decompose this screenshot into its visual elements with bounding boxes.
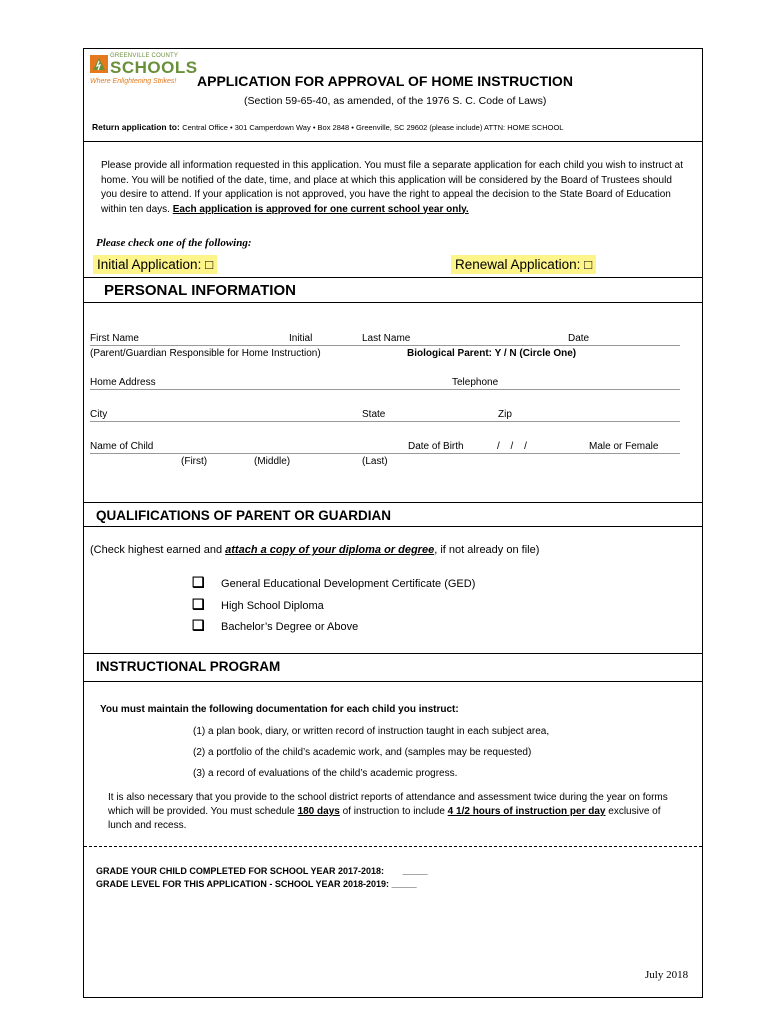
last-name-label: Last Name bbox=[362, 333, 411, 344]
program-item-3: (3) a record of evaluations of the child’s academic progress. bbox=[193, 768, 458, 779]
para-post: exclusive of lunch and recess. bbox=[108, 806, 661, 831]
personal-info-heading: PERSONAL INFORMATION bbox=[104, 282, 296, 299]
zip-label: Zip bbox=[498, 409, 512, 420]
option-label: High School Diploma bbox=[221, 600, 324, 612]
qual-note-pre: (Check highest earned and bbox=[90, 544, 226, 556]
grade-completed-blank[interactable]: _____ bbox=[402, 866, 428, 876]
logo-tagline: Where Enlightening Strikes! bbox=[90, 78, 177, 85]
telephone-label: Telephone bbox=[452, 377, 499, 388]
qualification-option-hs[interactable] bbox=[192, 596, 324, 614]
option-label: Bachelor’s Degree or Above bbox=[221, 621, 359, 633]
name-of-child-label: Name of Child bbox=[90, 441, 154, 452]
dob-label: Date of Birth bbox=[408, 441, 464, 452]
program-item-1: (1) a plan book, diary, or written record of instruction taught in each subject area, bbox=[193, 726, 550, 737]
application-form bbox=[83, 48, 703, 998]
grade-completed bbox=[96, 866, 428, 876]
qualifications-note bbox=[90, 544, 539, 556]
option-label: General Educational Development Certificate (GED) bbox=[221, 578, 476, 590]
renewal-application-checkbox[interactable]: Renewal Application: □ bbox=[451, 255, 596, 274]
logo-mark-icon bbox=[90, 55, 108, 73]
form-subtitle: (Section 59-65-40, as amended, of the 1976 S. C. Code of Laws) bbox=[244, 95, 547, 107]
days-required: 180 days bbox=[297, 806, 340, 817]
para-pre: It is also necessary that you provide to the school district reports of attendance and assessment twice during the year on forms which will be provided. You must schedule bbox=[108, 792, 668, 817]
name-entry-line[interactable] bbox=[90, 345, 680, 346]
initial-application-checkbox[interactable]: Initial Application: □ bbox=[93, 255, 217, 274]
grade-level-blank[interactable]: _____ bbox=[391, 879, 417, 889]
checkbox-icon[interactable]: ❑ bbox=[192, 596, 205, 612]
first-name-label: First Name bbox=[90, 333, 139, 344]
child-entry-line[interactable] bbox=[90, 453, 680, 454]
logo-schools: SCHOOLS bbox=[110, 58, 198, 77]
check-prompt: Please check one of the following: bbox=[96, 237, 252, 249]
first-sub-label: (First) bbox=[181, 456, 208, 467]
para-mid: of instruction to include bbox=[339, 806, 448, 817]
grade-completed-label: GRADE YOUR CHILD COMPLETED FOR SCHOOL YEAR 2017-2018: bbox=[96, 866, 385, 876]
city-entry-line[interactable] bbox=[90, 421, 680, 422]
parent-guardian-note: (Parent/Guardian Responsible for Home Instruction) bbox=[90, 348, 321, 359]
qual-note-post: , if not already on file) bbox=[434, 544, 540, 556]
form-title: APPLICATION FOR APPROVAL OF HOME INSTRUCTION bbox=[197, 73, 573, 89]
return-address bbox=[92, 122, 563, 132]
intro-bold: Each application is approved for one current school year only. bbox=[172, 203, 469, 215]
divider bbox=[84, 502, 702, 503]
intro-text: Please provide all information requested in this application. You must file a separate application for each child you wish to instruct at home. You will be notified of the date, time, and place at which this application will be considered by the Board of Trustees should you desire to attend. If your application is not approved, you have the right to appeal the decision to the State Board of Education within ten days. bbox=[101, 160, 684, 215]
qualifications-heading: QUALIFICATIONS OF PARENT OR GUARDIAN bbox=[96, 508, 391, 523]
checkbox-icon[interactable]: ❑ bbox=[192, 574, 205, 590]
divider bbox=[84, 846, 702, 847]
dob-slashes: / / / bbox=[497, 441, 527, 452]
state-label: State bbox=[362, 409, 386, 420]
grade-level bbox=[96, 879, 417, 889]
qual-note-bold: attach a copy of your diploma or degree bbox=[225, 544, 435, 556]
address-entry-line[interactable] bbox=[90, 389, 680, 390]
instructional-program-heading: INSTRUCTIONAL PROGRAM bbox=[96, 659, 281, 674]
must-maintain: You must maintain the following documentation for each child you instruct: bbox=[100, 704, 459, 715]
program-item-2: (2) a portfolio of the child’s academic work, and (samples may be requested) bbox=[193, 747, 532, 758]
middle-sub-label: (Middle) bbox=[254, 456, 291, 467]
city-label: City bbox=[90, 409, 108, 420]
date-label: Date bbox=[568, 333, 590, 344]
return-address-text: Central Office • 301 Camperdown Way • Box 2848 • Greenville, SC 29602 (please include) ATTN: HOME SCHOOL bbox=[182, 123, 564, 132]
qualification-option-ged[interactable] bbox=[192, 574, 475, 592]
biological-parent-field[interactable]: Biological Parent: Y / N (Circle One) bbox=[407, 348, 577, 359]
divider bbox=[84, 653, 702, 654]
attendance-paragraph bbox=[108, 791, 668, 833]
intro-paragraph bbox=[101, 159, 683, 217]
footer-date: July 2018 bbox=[645, 969, 689, 981]
grade-level-label: GRADE LEVEL FOR THIS APPLICATION - SCHOOL YEAR 2018-2019: bbox=[96, 879, 390, 889]
qualification-option-bachelor[interactable] bbox=[192, 617, 358, 635]
last-sub-label: (Last) bbox=[362, 456, 388, 467]
divider bbox=[84, 526, 702, 527]
logo-county: GREENVILLE COUNTY bbox=[110, 53, 179, 59]
divider bbox=[84, 277, 702, 278]
checkbox-icon[interactable]: ❑ bbox=[192, 617, 205, 633]
home-address-label: Home Address bbox=[90, 377, 156, 388]
initial-label: Initial bbox=[289, 333, 313, 344]
divider bbox=[84, 681, 702, 682]
district-logo bbox=[90, 53, 198, 87]
return-label: Return application to: bbox=[92, 122, 180, 132]
male-female-label: Male or Female bbox=[589, 441, 659, 452]
divider bbox=[84, 141, 702, 142]
hours-required: 4 1/2 hours of instruction per day bbox=[447, 806, 606, 817]
divider bbox=[84, 302, 702, 303]
